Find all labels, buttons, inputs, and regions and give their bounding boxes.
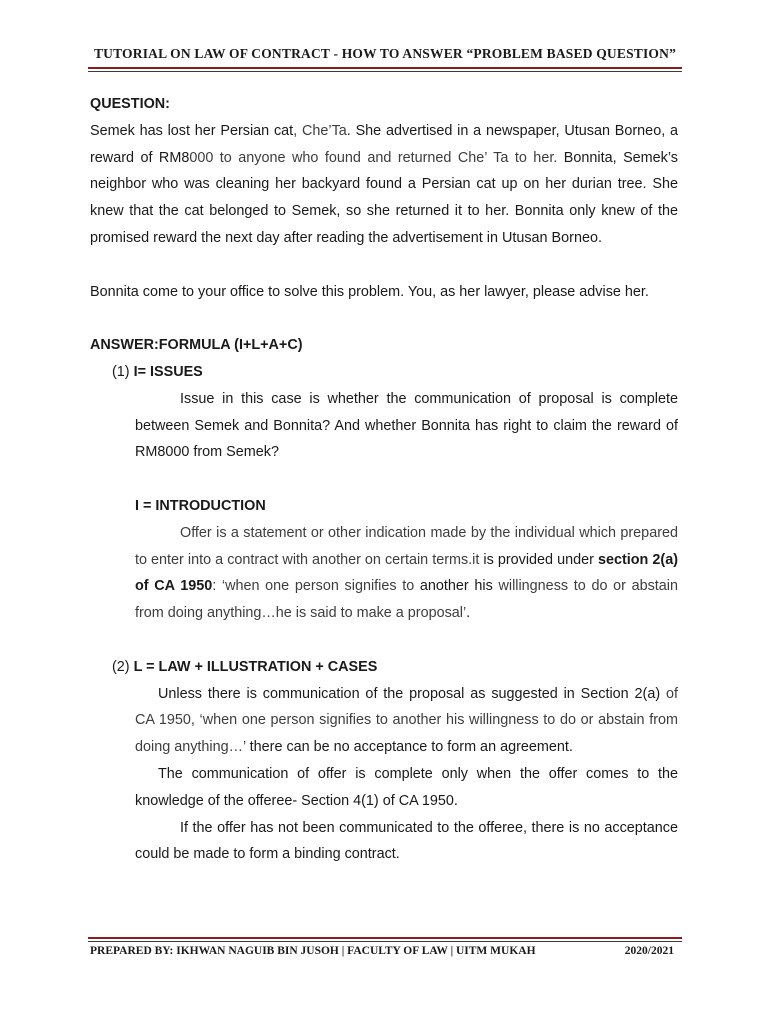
document-footer [90, 945, 678, 957]
header-rule-thin [88, 71, 682, 72]
question-text: , Che’Ta [293, 122, 347, 139]
intro-text: is provided under [479, 551, 598, 568]
introduction-text [90, 520, 678, 627]
footer-author: PREPARED BY: IKHWAN NAGUIB BIN JUSOH | FACULTY OF LAW | UITM MUKAH [90, 945, 536, 957]
issues-label: I= ISSUES [133, 363, 203, 380]
question-text: 000 to anyone who found and returned Che’ Ta to her. [189, 149, 558, 166]
header-rule [88, 67, 682, 69]
document-header: TUTORIAL ON LAW OF CONTRACT - HOW TO ANSWER “PROBLEM BASED QUESTION” [93, 46, 677, 61]
law-paragraph-2: The communication of offer is complete only when the offer comes to the knowledge of the offeree- Section 4(1) of CA 1950. [135, 765, 678, 809]
intro-text: : ‘when one person signifies to [212, 578, 420, 595]
advice-paragraph: Bonnita come to your office to solve this problem. You, as her lawyer, please advise her. [90, 283, 649, 300]
intro-text: another his [419, 578, 493, 595]
law-text: there can be no acceptance to form an agreement. [245, 739, 573, 756]
issues-number: (1) [112, 363, 134, 380]
issues-text: Issue in this case is whether the communication of proposal is complete between Semek and Bonnita? And whether Bonnita has right to claim the reward of RM8000 from Semek? [135, 390, 678, 461]
law-text: of CA 1950, ‘when one person signifies to another his willingness to do or abstain from doing anything…’ [135, 685, 679, 756]
intro-text: Offer is a statement or other indication made by the individual which prepared to enter into a contract with another on certain terms.it [135, 524, 678, 568]
answer-heading: ANSWER:FORMULA (I+L+A+C) [90, 337, 303, 354]
introduction-heading: I = INTRODUCTION [135, 497, 266, 514]
law-heading [90, 654, 678, 681]
section-reference: section 2(a) of CA 1950 [135, 551, 678, 595]
law-number: (2) [112, 658, 134, 675]
law-text: Unless there is communication of the proposal as suggested in Section 2(a) [158, 685, 661, 702]
document-body [90, 91, 678, 868]
question-label: QUESTION: [90, 96, 170, 112]
intro-text: willingness to do or abstain from doing anything…he is said to make a proposal’ [135, 578, 679, 622]
intro-text: . [466, 605, 471, 622]
footer-rule [88, 937, 682, 939]
law-label: L = LAW + ILLUSTRATION + CASES [133, 658, 378, 675]
law-paragraph-1 [90, 681, 678, 761]
question-text: Bonnita, Semek’s neighbor who was cleaning her backyard found a Persian cat up on her durian tree. She knew that the cat belonged to Semek, so she returned it to her. Bonnita only knew of the promised reward the next day after reading the advertisement in Utusan Borneo. [90, 149, 679, 246]
question-paragraph [90, 118, 678, 252]
question-text: Semek has lost her Persian cat [90, 122, 294, 139]
issues-heading [90, 359, 678, 386]
footer-year: 2020/2021 [624, 945, 674, 957]
law-paragraph-3: If the offer has not been communicated to the offeree, there is no acceptance could be made to form a binding contract. [135, 819, 678, 863]
question-text: . She advertised in a newspaper, Utusan Borneo, a reward of RM8 [90, 122, 678, 166]
footer-rule-thin [88, 941, 682, 942]
